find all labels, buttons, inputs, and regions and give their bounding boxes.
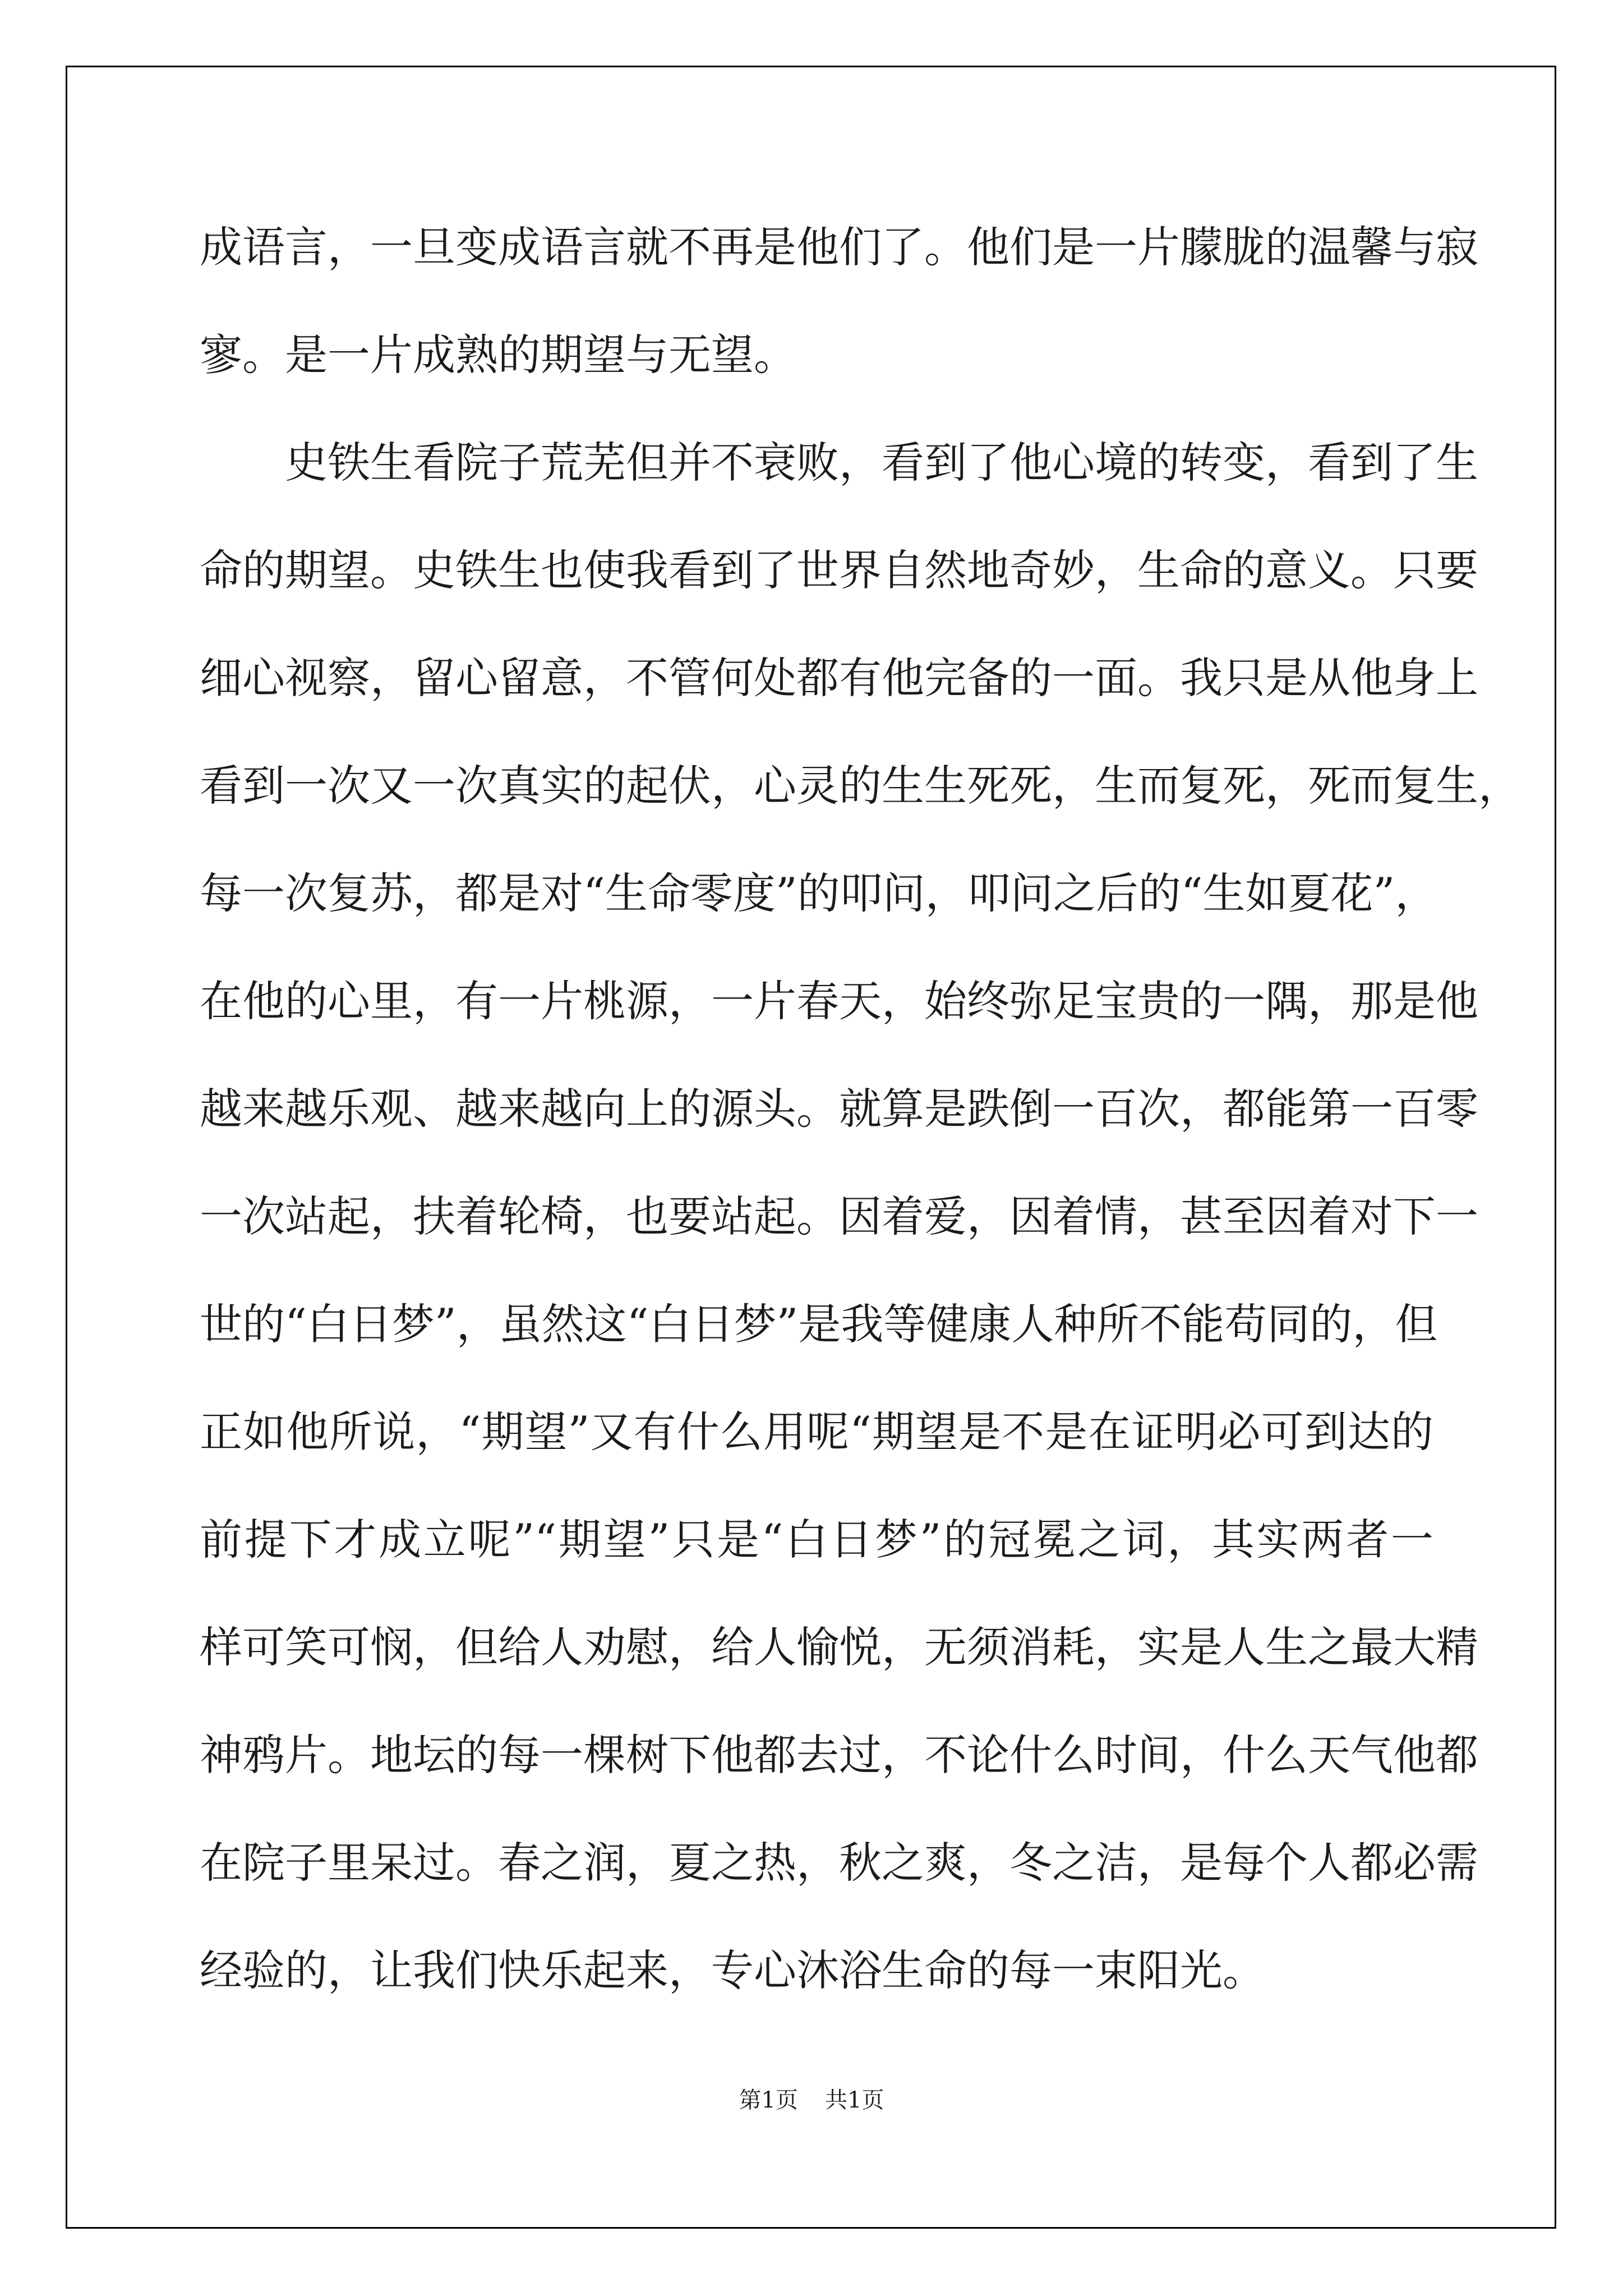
text-line: 样可笑可悯，但给人劝慰，给人愉悦，无须消耗，实是人生之最大精 [200, 1622, 1478, 1672]
text-line: 越来越乐观、越来越向上的源头。就算是跌倒一百次，都能第一百零 [200, 1084, 1478, 1134]
text-line: 看到一次又一次真实的起伏，心灵的生生死死，生而复死，死而复生， [200, 761, 1521, 811]
text-line: 神鸦片。地坛的每一棵树下他都去过，不论什么时间，什么天气他都 [200, 1730, 1478, 1780]
text-line: 一次站起，扶着轮椅，也要站起。因着爱，因着情，甚至因着对下一 [200, 1191, 1478, 1241]
text-line: 成语言，一旦变成语言就不再是他们了。他们是一片朦胧的温馨与寂 [200, 222, 1478, 272]
text-line: 细心视察，留心留意，不管何处都有他完备的一面。我只是从他身上 [200, 653, 1478, 703]
page-number: 第1页 [739, 2087, 798, 2113]
text-line: 前提下才成立呢”“期望”只是“白日梦”的冠冕之词，其实两者一 [200, 1515, 1433, 1565]
text-line: 在他的心里，有一片桃源，一片春天，始终弥足宝贵的一隅，那是他 [200, 976, 1478, 1026]
text-line: 每一次复苏，都是对“生命零度”的叩问，叩问之后的“生如夏花”， [200, 868, 1438, 918]
text-line: 经验的，让我们快乐起来，专心沐浴生命的每一束阳光。 [200, 1945, 1265, 1995]
text-line: 正如他所说，“期望”又有什么用呢“期望是不是在证明必可到达的 [200, 1407, 1433, 1457]
text-line: 命的期望。史铁生也使我看到了世界自然地奇妙，生命的意义。只要 [200, 545, 1478, 595]
page-total: 共1页 [825, 2087, 884, 2113]
text-line: 世的“白日梦”，虽然这“白日梦”是我等健康人种所不能苟同的，但 [200, 1299, 1438, 1349]
text-line: 史铁生看院子荒芜但并不衰败，看到了他心境的转变，看到了生 [285, 438, 1478, 487]
document-body [200, 216, 1521, 2047]
text-line: 在院子里呆过。春之润，夏之热，秋之爽，冬之洁，是每个人都必需 [200, 1838, 1478, 1888]
page-footer [0, 2082, 1623, 2114]
text-line: 寥。是一片成熟的期望与无望。 [200, 330, 796, 380]
